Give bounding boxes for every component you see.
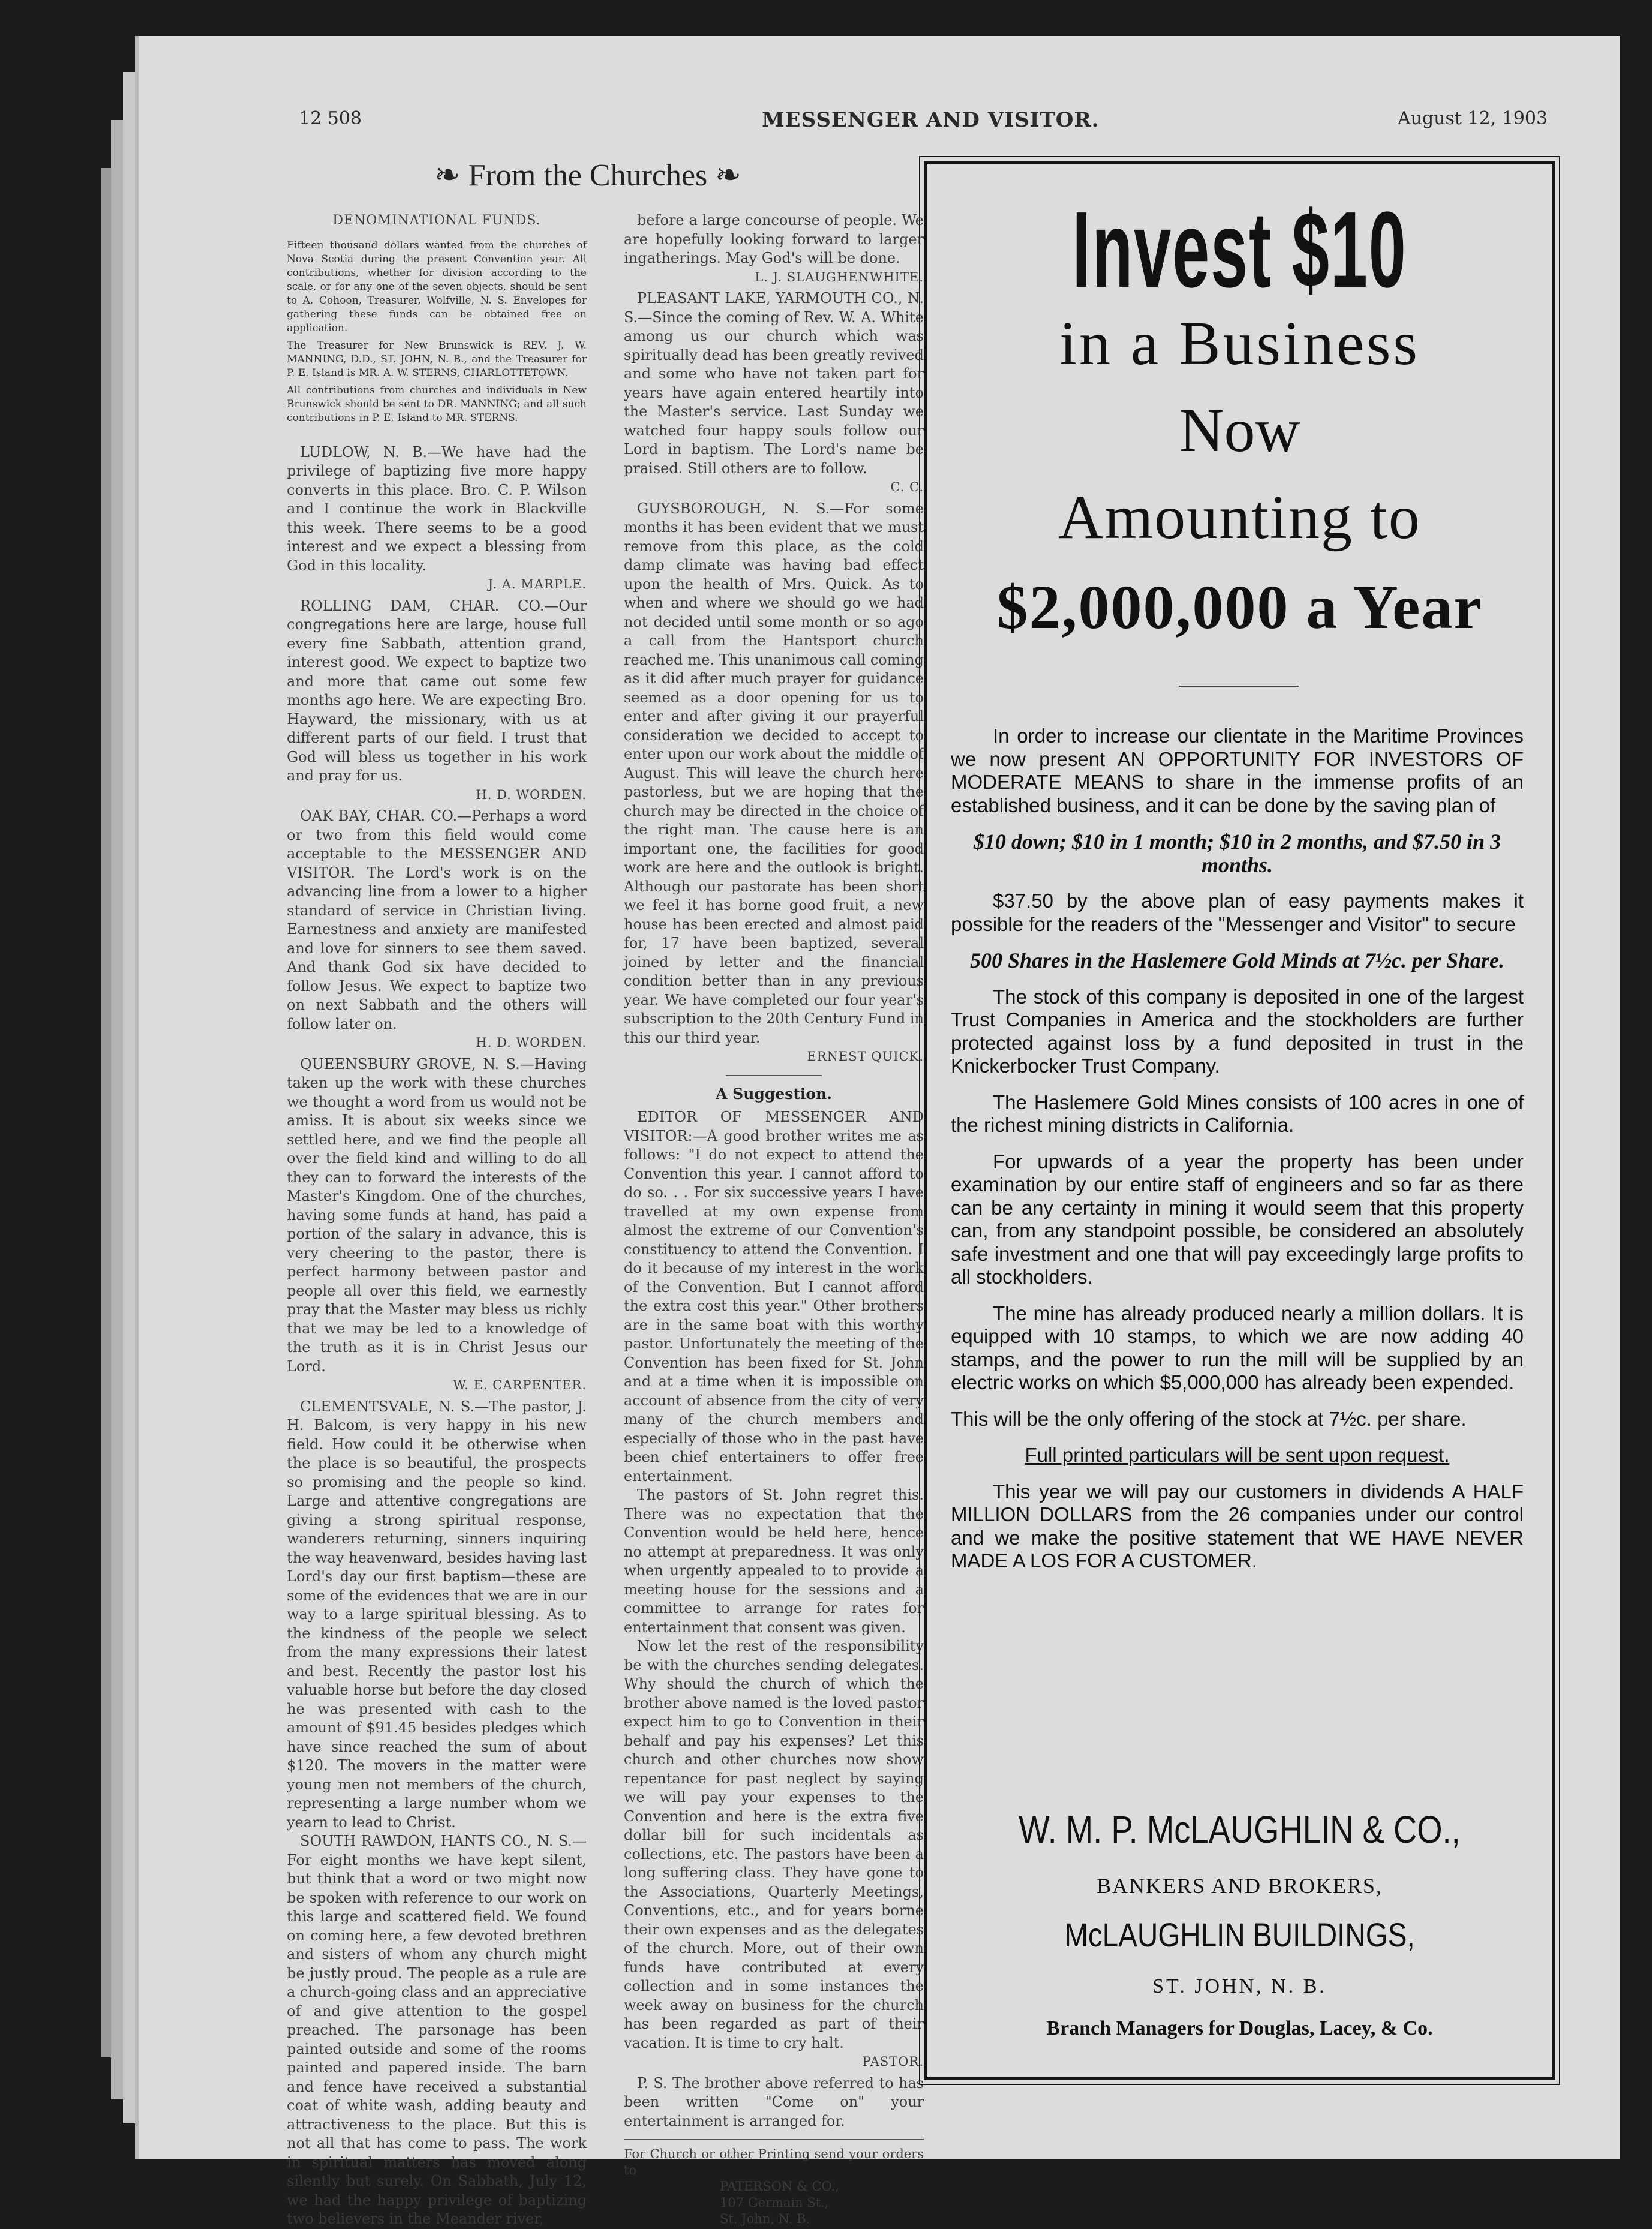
issue-date: August 12, 1903 xyxy=(1398,108,1548,129)
page-edge xyxy=(111,120,123,2099)
ad-paragraph: The mine has already produced nearly a million dollars. It is equipped with 10 stamps, to which we are now adding 40 stamps, and the power to run the mill will be supplied by an electric works on which $5,000,000 has already been expended. xyxy=(951,1302,1524,1393)
church-report: before a large concourse of people. We are hopefully looking forward to larger ingatherings. May God's will be done. xyxy=(624,212,924,266)
suggestion-paragraph: EDITOR OF MESSENGER AND VISITOR:—A good brother writes me as follows: "I do not expect to attend the Convention this year. I cannot afford to do so. . . For six successive years I have travelled at my own expense from almost the extreme of our Convention's constituency to attend the Convention. I do it because of my interest in the work of the Convention. But I cannot afford the extra cost this year." Other brothers are in the same boat with this worthy pastor. Unfortunately the meeting of the Convention has been fixed for St. John and at a time when it is impossible on account of absence from the city of very many of the church members and especially of those who in the past have been chief entertainers to offer free entertainment. xyxy=(624,1109,924,1485)
church-reports xyxy=(624,211,924,1067)
ad-paragraph: This will be the only offering of the stock at 7½c. per share. xyxy=(951,1407,1467,1430)
ad-amount: $2,000,000 a Year xyxy=(996,573,1483,642)
ad-payment-plan: $10 down; $10 in 1 month; $10 in 2 months, and $7.50 in 3 months. xyxy=(973,830,1501,877)
ad-paragraph: $37.50 by the above plan of easy payments makes it possible for the readers of the "Messenger and Visitor" to secure xyxy=(951,890,1524,935)
report-signature: W. E. CARPENTER. xyxy=(453,1378,587,1392)
ad-branch: Branch Managers for Douglas, Lacey, & Co. xyxy=(1046,2017,1433,2039)
masthead-title: MESSENGER AND VISITOR. xyxy=(762,108,1100,132)
funds-heading: DENOMINATIONAL FUNDS. xyxy=(332,213,541,228)
report-signature: H. D. WORDEN. xyxy=(476,787,587,802)
suggestion-title: A Suggestion. xyxy=(716,1085,832,1103)
church-report: ROLLING DAM, CHAR. CO.—Our congregations here are large, house full every fine Sabbath, attention grand, interest good. We expect to baptize two and more that came out some few months ago here. We are expecting Bro. Hayward, the missionary, with us at different parts of our field. I trust that God will bless us together in his work and pray for us. xyxy=(287,597,587,784)
column-middle xyxy=(624,211,924,2227)
church-reports xyxy=(287,443,587,2229)
funds-notice: The Treasurer for New Brunswick is REV. J. W. MANNING, D.D., ST. JOHN, N. B., and the Treasurer for P. E. Island is MR. A. W. STERNS, CHARLOTTETOWN. xyxy=(287,339,587,379)
report-signature: C. C. xyxy=(890,480,924,494)
ad-paragraph: The stock of this company is deposited in one of the largest Trust Companies in America and the stockholders are further protected against loss by a fund deposited in trust in the Knickerbocker Trust Company. xyxy=(951,985,1524,1077)
suggestion-signature: PASTOR. xyxy=(862,2054,924,2069)
ad-paragraph: This year we will pay our customers in dividends A HALF MILLION DOLLARS from the 26 companies under our control and we make the positive statement that WE HAVE NEVER MADE A LOS FOR A CUSTOMER. xyxy=(951,1480,1524,1572)
column-left xyxy=(287,211,587,2229)
ad-paragraph: The Haslemere Gold Mines consists of 100 acres in one of the richest mining districts in California. xyxy=(951,1091,1524,1136)
church-report: CLEMENTSVALE, N. S.—The pastor, J. H. Balcom, is very happy in his new field. How could it be otherwise when the place is so beautiful, the prospects so promising and the people so kind. Large and attentive congregations are giving a strong spiritual response, wanderers returning, sinners inquiring the way heavenward, besides having last Lord's day our first baptism—these are some of the evidences that we are in our way to a large spiritual blessing. As to the kindness of the people we select from the many expressions their latest and best. Recently the pastor lost his valuable horse but before the day closed he was presented with cash to the amount of $91.45 besides pledges which have since reached the sum of about $120. The movers in the matter were young men not members of the church, representing a large number whom we yearn to lead to Christ. xyxy=(287,1398,587,1831)
page-edge xyxy=(123,72,135,2123)
printer-name: PATERSON & CO., xyxy=(720,2179,839,2194)
printer-street: 107 Germain St., xyxy=(720,2195,829,2210)
ad-body xyxy=(951,725,1524,1586)
church-report: OAK BAY, CHAR. CO.—Perhaps a word or two from this field would come acceptable to the MESSENGER AND VISITOR. The Lord's work is on the advancing line from a lower to a higher standard of service in Christian living. Earnestness and anxiety are manifested and love for sinners to see them saved. And thank God six have decided to follow Jesus. We expect to baptize two on next Sabbath and the others will follow later on. xyxy=(287,807,587,1032)
divider xyxy=(1179,686,1299,687)
report-signature: ERNEST QUICK. xyxy=(807,1049,924,1064)
suggestion-paragraph: The pastors of St. John regret this. There was no expectation that the Convention would be held here, hence no attempt at preparedness. It was only when urgently appealed to to provide a meeting house for the sessions and a committee to arrange for rates for entertainment that consent was given. xyxy=(624,1486,924,1636)
funds-notice: All contributions from churches and individuals in New Brunswick should be sent to DR. MANNING; and all such contributions in P. E. Island to MR. STERNS. xyxy=(287,384,587,424)
ad-paragraph: Full printed particulars will be sent upon request. xyxy=(1025,1444,1450,1466)
section-title: ❧ From the Churches ❧ xyxy=(434,158,741,193)
ad-headline: Invest $10 xyxy=(1072,190,1407,310)
church-report: PLEASANT LAKE, YARMOUTH CO., N. S.—Since the coming of Rev. W. A. White among us our church which was spiritually dead has been greatly revived and some who have not taken part for years have again entered heartily into the Master's service. Last Sunday we watched four happy souls follow our Lord in baptism. The Lord's name be praised. Still others are to follow. xyxy=(624,290,924,477)
fleuron-icon: ❧ xyxy=(715,158,741,193)
church-report: GUYSBOROUGH, N. S.—For some months it has been evident that we must remove from this place, as the cold damp climate was having bad effect upon the health of Mrs. Quick. As to when and where we should go we had not decided until some month or so ago a call from the Hantsport church reached me. This unanimous call coming as it did after much prayer for guidance seemed as a door opening for us to enter and after giving it our prayerful consideration we decided to accept to enter upon our work about the middle of August. This will leave the church here pastorless, but we are hoping that the church may be directed in the choice of the right man. The cause here is an important one, the facilities for good work are here and the outlook is bright. Although our pastorate has been short we feel it has borne good fruit, a new house has been erected and almost paid for, 17 have been baptized, several joined by letter and the financial condition better than in any previous year. We have completed our four year's subscription to the 20th Century Fund in this our third year. xyxy=(624,500,924,1046)
funds-notice: Fifteen thousand dollars wanted from the churches of Nova Scotia during the present Convention year. All contributions, whether for division according to the scale, or for any one of the seven objects, should be sent to A. Cohoon, Treasurer, Wolfville, N. S. Envelopes for gathering these funds can be obtained free on application. xyxy=(287,239,587,334)
report-signature: H. D. WORDEN. xyxy=(476,1035,587,1050)
ad-line: in a Business xyxy=(1059,309,1420,378)
printer-city: St. John, N. B. xyxy=(720,2212,810,2226)
report-signature: J. A. MARPLE. xyxy=(488,577,587,591)
ad-firm-type: BANKERS AND BROKERS, xyxy=(1096,1874,1383,1898)
advertisement xyxy=(924,161,1555,2080)
divider xyxy=(726,1075,822,1076)
church-report: LUDLOW, N. B.—We have had the privilege of baptizing five more happy converts in this place. Bro. C. P. Wilson and I continue the work in Blackville this week. There seems to be a good interest and we expect a blessing from God in this locality. xyxy=(287,443,587,574)
report-signature: L. J. SLAUGHENWHITE. xyxy=(755,269,924,284)
printing-notice xyxy=(624,2139,924,2227)
fleuron-icon: ❧ xyxy=(434,158,461,193)
ad-building: McLAUGHLIN BUILDINGS, xyxy=(1064,1916,1415,1954)
suggestion-paragraph: Now let the rest of the responsibility be with the churches sending delegates. Why should the church of which the brother above named is the loved pastor expect him to go to Convention in their behalf and pay his expenses? Let this church and other churches now show repentance for past neglect by saying we will pay your expenses to the Convention and here is the extra five dollar bill for such incidentals as collections, etc. The pastors have been a long suffering class. They have gone to the Associations, Quarterly Meetings, Conventions, etc., and for years borne their own expenses and as the delegates of the church. More, out of their own funds have contributed at every collection and in some instances the week away on business for the church has been regarded as part of their vacation. It is time to cry halt. xyxy=(624,1638,924,2051)
church-report: SOUTH RAWDON, HANTS CO., N. S.—For eight months we have kept silent, but think that a word or two might now be spoken with reference to our work on this large and scattered field. We found on coming here, a few devoted brethren and sisters of whom any church might be justly proud. The people as a rule are a church-going class and an appreciative of and give attention to the gospel preached. The parsonage has been painted outside and some of the rooms painted and papered inside. The barn and fence have received a substantial coat of white wash, adding beauty and attractiveness to the place. But this is not all that has come to pass. The work in spiritual matters has moved along silently but surely. On Sabbath, July 12, we had the happy privilege of baptizing two believers in the Meander river, xyxy=(287,1833,587,2227)
ad-line: Amounting to xyxy=(1058,483,1421,552)
page-edge xyxy=(101,168,112,2057)
ad-firm-name: W. M. P. McLAUGHLIN & CO., xyxy=(1019,1808,1461,1851)
ad-paragraph: For upwards of a year the property has been under examination by our entire staff of engineers and so far as there can be any certainty in mining it would seem that this property can, from any standpoint possible, be considered an absolutely safe investment and one that will pay exceedingly large profits to all stockholders. xyxy=(951,1150,1524,1288)
ad-paragraph: In order to increase our clientate in the Maritime Provinces we now present AN OPPORTUNITY FOR INVESTORS OF MODERATE MEANS to share in the immense profits of an established business, and it can be done by the saving plan of xyxy=(951,725,1524,816)
printing-line: For Church or other Printing send your orders to xyxy=(624,2147,924,2177)
ad-city: ST. JOHN, N. B. xyxy=(1152,1975,1327,1997)
suggestion-ps: P. S. The brother above referred to has been written "Come on" your entertainment is arranged for. xyxy=(624,2074,924,2129)
page-number: 12 508 xyxy=(299,108,362,129)
church-report: QUEENSBURY GROVE, N. S.—Having taken up the work with these churches we thought a word from us would not be amiss. It is about six weeks since we settled here, and we find the people all over the field kind and willing to do all they can to forward the interests of the Master's Kingdom. One of the churches, having some funds at hand, has paid a portion of the salary in advance, this is very cheering to the pastor, there is perfect harmony between pastor and people all over this field, we earnestly pray that the Master may bless us richly that we may be led to a knowledge of the truth as it is in Christ Jesus our Lord. xyxy=(287,1055,587,1375)
ad-line: Now xyxy=(1179,396,1300,465)
ad-shares-offer: 500 Shares in the Haslemere Gold Minds at 7½c. per Share. xyxy=(969,948,1505,972)
